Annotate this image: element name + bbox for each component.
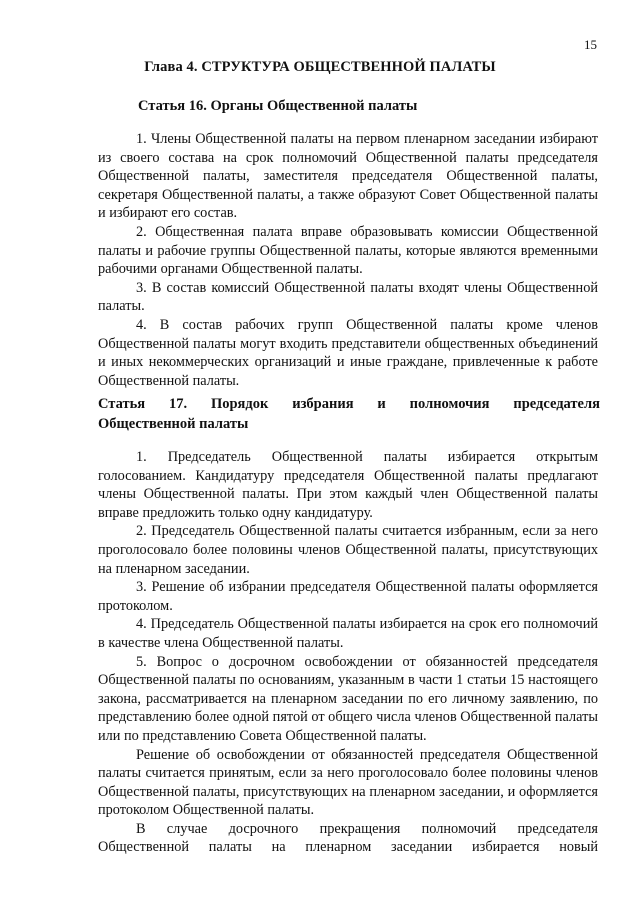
heading-word: председателя (513, 396, 600, 412)
heading-word: Порядок (210, 396, 269, 412)
article-17-paragraph-6: Решение об освобождении от обязанностей председателя Общественной палаты считается принятым, если за него проголосовало более половины членов Общественной палаты, присутствующих на пленарном заседании, и оформляется протоколом Общественной палаты. (98, 746, 598, 819)
article-16-body (98, 130, 598, 390)
heading-word: Статья (98, 396, 146, 412)
page-number: 15 (584, 37, 597, 52)
heading-word: избрания (292, 396, 354, 412)
chapter-title: Глава 4. СТРУКТУРА ОБЩЕСТВЕННОЙ ПАЛАТЫ (144, 59, 496, 75)
heading-word: полномочия (409, 396, 490, 412)
article-17-paragraph-7: В случае досрочного прекращения полномочий председателя Общественной палаты на пленарном заседании избирается новый (98, 820, 598, 856)
article-17-title-line-1 (98, 394, 600, 414)
article-16-paragraph-4: 4. В состав рабочих групп Общественной палаты кроме членов Общественной палаты могут входить представители общественных объединений и иных некоммерческих организаций и иные граждане, привлеченные к работе Общественной палаты. (98, 316, 598, 389)
article-17-title-line-2: Общественной палаты (98, 416, 249, 432)
article-16-paragraph-2: 2. Общественная палата вправе образовывать комиссии Общественной палаты и рабочие группы Общественной палаты, которые являются временными рабочими органами Общественной палаты. (98, 223, 598, 278)
article-17-paragraph-4: 4. Председатель Общественной палаты избирается на срок его полномочий в качестве члена Общественной палаты. (98, 616, 598, 651)
heading-word: и (377, 396, 386, 412)
article-16-title: Статья 16. Органы Общественной палаты (138, 98, 418, 114)
article-17-title (98, 394, 600, 434)
article-17-paragraph-1: 1. Председатель Общественной палаты избирается открытым голосованием. Кандидатуру председателя Общественной палаты предлагают члены Общественной палаты. При этом каждый член Общественной палаты вправе предложить только одну кандидатуру. (98, 449, 598, 521)
article-17-paragraph-3: 3. Решение об избрании председателя Общественной палаты оформляется протоколом. (98, 579, 598, 614)
article-17-paragraph-2: 2. Председатель Общественной палаты считается избранным, если за него проголосовало более половины членов Общественной палаты, присутствующих на пленарном заседании. (98, 523, 598, 577)
heading-word: 17. (168, 396, 188, 412)
article-16-paragraph-1: 1. Члены Общественной палаты на первом пленарном заседании избирают из своего состава на срок полномочий Общественной палаты председателя Общественной палаты, заместителя председателя Общественной палаты, секретаря Общественной палаты, а также образуют Совет Общественной палаты и избирают его состав. (98, 131, 598, 222)
article-17-paragraph-5: 5. Вопрос о досрочном освобождении от обязанностей председателя Общественной палаты по основаниям, указанным в части 1 статьи 15 настоящего закона, рассматривается на пленарном заседании по его личному заявлению, по представлению более одной пятой от общего числа членов Общественной палаты или по представлению Совета Общественной палаты. (98, 653, 598, 744)
article-16-paragraph-3: 3. В состав комиссий Общественной палаты входят члены Общественной палаты. (98, 279, 598, 315)
article-17-body (98, 448, 598, 857)
